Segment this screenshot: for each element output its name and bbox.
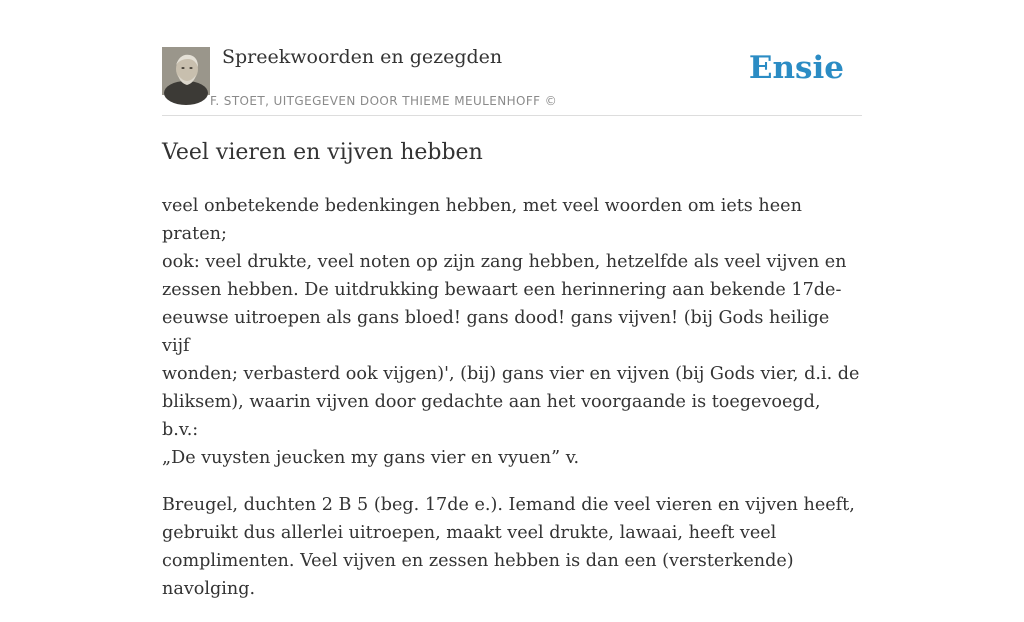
entry-paragraph bbox=[162, 192, 862, 472]
entry-line: Breugel, duchten 2 B 5 (beg. 17de e.). Iemand die veel vieren en vijven heeft, bbox=[162, 495, 855, 515]
entry-line: gebruikt dus allerlei uitroepen, maakt veel drukte, lawaai, heeft veel bbox=[162, 523, 777, 543]
entry-body bbox=[162, 192, 862, 622]
source-header bbox=[162, 40, 862, 116]
entry-line: ook: veel drukte, veel noten op zijn zang hebben, hetzelfde als veel vijven en bbox=[162, 252, 847, 272]
author-portrait-icon bbox=[162, 47, 210, 95]
entry-line: zessen hebben. De uitdrukking bewaart een herinnering aan bekende 17de- bbox=[162, 280, 842, 300]
entry-title: Veel vieren en vijven hebben bbox=[162, 140, 483, 165]
entry-paragraph bbox=[162, 491, 862, 603]
entry-line: eeuwse uitroepen als gans bloed! gans dood! gans vijven! (bij Gods heilige vijf bbox=[162, 308, 830, 356]
entry-line: bliksem), waarin vijven door gedachte aan het voorgaande is toegevoegd, b.v.: bbox=[162, 392, 821, 440]
source-title[interactable]: Spreekwoorden en gezegden bbox=[222, 46, 503, 68]
source-credit: F. STOET, UITGEGEVEN DOOR THIEME MEULENHOFF © bbox=[210, 94, 558, 108]
entry-line: navolging. bbox=[162, 579, 256, 599]
avatar[interactable] bbox=[162, 47, 210, 95]
ensie-logo[interactable]: Ensie bbox=[748, 50, 844, 86]
entry-line: „De vuysten jeucken my gans vier en vyuen” v. bbox=[162, 448, 580, 468]
entry-line: complimenten. Veel vijven en zessen hebben is dan een (versterkende) bbox=[162, 551, 794, 571]
entry-line: wonden; verbasterd ook vijgen)', (bij) gans vier en vijven (bij Gods vier, d.i. de bbox=[162, 364, 860, 384]
entry-line: veel onbetekende bedenkingen hebben, met veel woorden om iets heen praten; bbox=[162, 196, 802, 244]
